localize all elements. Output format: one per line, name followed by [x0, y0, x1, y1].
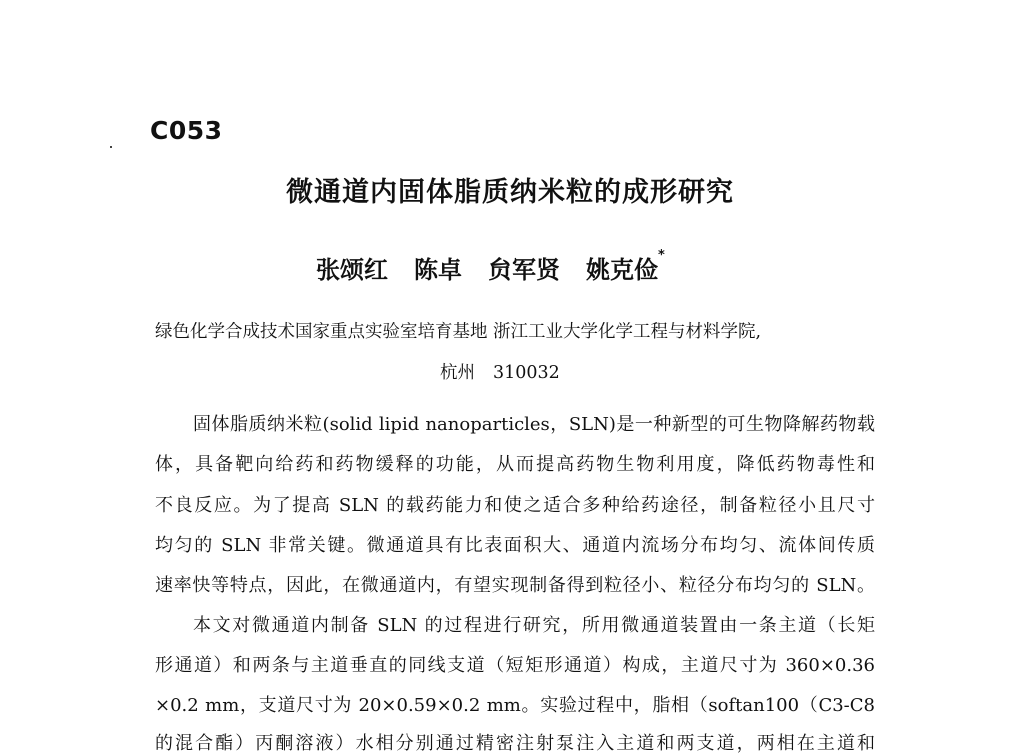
- body-line: 体，具备靶向给药和药物缓释的功能，从而提高药物生物利用度，降低药物毒性和: [155, 454, 875, 475]
- paper-title: 微通道内固体脂质纳米粒的成形研究: [286, 177, 734, 208]
- affiliation-city: 杭州: [440, 363, 475, 383]
- author-list: [316, 250, 665, 285]
- author: 张颂红: [316, 256, 388, 284]
- author: 陈卓: [414, 256, 462, 284]
- affiliation-location: [440, 359, 560, 384]
- body-line: ×0.2 mm，支道尺寸为 20×0.59×0.2 mm。实验过程中，脂相（softan100（C3-C8: [155, 695, 875, 716]
- author-corresponding: 姚克俭*: [586, 248, 665, 284]
- affiliation-line: 绿色化学合成技术国家重点实验室培育基地 浙江工业大学化学工程与材料学院,: [155, 322, 762, 342]
- author: 贠军贤: [488, 256, 560, 284]
- abstract-code: C053: [150, 116, 223, 145]
- body-line: 均匀的 SLN 非常关键。微通道具有比表面积大、通道内流场分布均匀、流体间传质: [155, 535, 875, 556]
- affiliation-postal-code: 310032: [493, 363, 560, 383]
- body-line: 速率快等特点，因此，在微通道内，有望实现制备得到粒径小、粒径分布均匀的 SLN。: [155, 575, 875, 596]
- body-line: 本文对微通道内制备 SLN 的过程进行研究，所用微通道装置由一条主道（长矩: [193, 615, 875, 636]
- body-line: 形通道）和两条与主道垂直的同线支道（短矩形通道）构成，主道尺寸为 360×0.36: [155, 655, 875, 676]
- scan-speck: [110, 146, 112, 148]
- corresponding-mark: *: [658, 248, 665, 263]
- body-line: 不良反应。为了提高 SLN 的载药能力和使之适合多种给药途径，制备粒径小且尺寸: [155, 495, 875, 516]
- body-line: 的混合酯）丙酮溶液）水相分别通过精密注射泵注入主道和两支道，两相在主道和: [155, 733, 875, 754]
- body-line: 固体脂质纳米粒(solid lipid nanoparticles，SLN)是一种新型的可生物降解药物载: [193, 414, 875, 435]
